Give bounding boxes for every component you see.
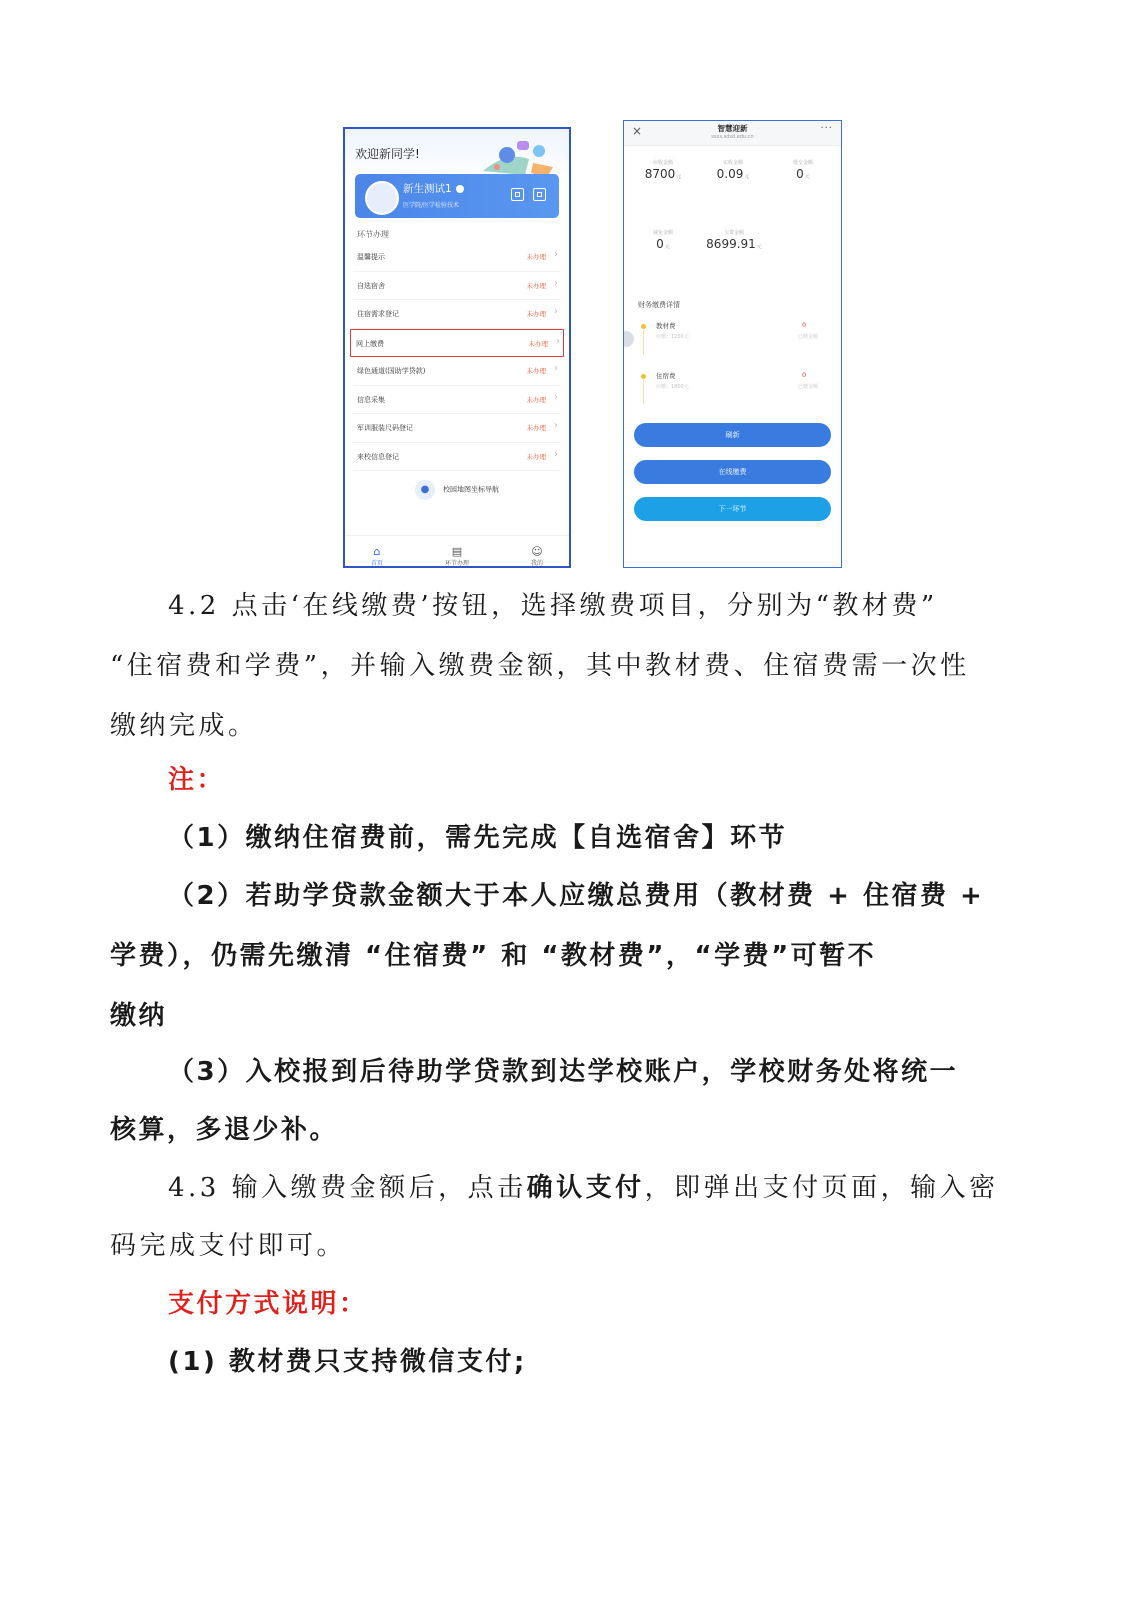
fee-standard: 应缴：1800元 (656, 384, 689, 390)
timeline-line (643, 380, 644, 404)
next-step-button[interactable]: 下一环节 (634, 497, 831, 521)
chevron-right-icon: › (556, 335, 560, 347)
text-line: （2）若助学贷款金额大于本人应缴总费用（教材费 + 住宿费 + (168, 881, 985, 911)
stat-deferred (770, 159, 836, 181)
stat-label: 减免金额 (652, 230, 673, 236)
text-line: 缴纳 (110, 1001, 168, 1031)
verified-icon (456, 185, 464, 193)
payment-method-1: (1) 教材费只支持微信支付; (168, 1347, 527, 1377)
chevron-right-icon: › (554, 391, 558, 403)
bottom-tab-bar (345, 535, 569, 566)
text-line: 缴纳完成。 (110, 711, 258, 741)
stat-unit: 元 (664, 244, 670, 250)
tab-mine[interactable] (507, 546, 567, 566)
list-item[interactable] (353, 414, 561, 443)
campus-map-label: 校园地图坐标导航 (443, 485, 499, 494)
stat-label: 欠费金额 (723, 230, 744, 236)
status-badge: 未办理 (526, 424, 546, 432)
note-3-cont (110, 1100, 1025, 1160)
fee-item-accommodation (638, 369, 830, 405)
note-1: （1）缴纳住宿费前，需先完成【自选宿舍】环节 (168, 823, 788, 853)
list-item-label: 住宿需求登记 (357, 310, 399, 318)
list-item-label: 温馨提示 (357, 253, 385, 261)
list-item[interactable] (353, 386, 561, 415)
text-line: 学费），仍需先缴清 “住宿费” 和 “教材费”，“学费”可暂不 (110, 941, 877, 971)
dot-icon (641, 324, 646, 329)
detail-title: 财务缴费详情 (638, 301, 680, 309)
note-heading: 注： (168, 765, 226, 795)
stat-unit: 元 (804, 174, 810, 180)
qr-code-icon[interactable] (533, 188, 546, 201)
stat-value: 8699.91 (706, 237, 756, 251)
side-float-icon[interactable] (623, 331, 634, 347)
refresh-button[interactable]: 刷新 (634, 423, 831, 447)
stat-owed (694, 229, 774, 251)
stat-value: 0.09 (716, 167, 744, 181)
close-icon[interactable]: × (632, 124, 643, 138)
fee-standard: 应缴：1200元 (656, 334, 689, 340)
note-2 (110, 866, 1025, 926)
list-item[interactable] (353, 443, 561, 472)
screenshot-welcome-page (343, 127, 571, 568)
note-3 (110, 1042, 1025, 1102)
stat-unit: 元 (744, 174, 750, 180)
status-badge: 未办理 (526, 310, 546, 318)
fee-amount: 0 (802, 321, 807, 329)
stat-unit: 元 (676, 174, 682, 180)
list-item[interactable] (353, 300, 561, 329)
screenshot-payment-page (623, 120, 842, 568)
avatar (365, 181, 399, 215)
more-icon[interactable]: ··· (820, 123, 833, 134)
stat-receivable (630, 159, 696, 181)
paragraph-4-3-cont: 码完成支付即可。 (110, 1231, 347, 1261)
timeline-line (643, 330, 644, 354)
fee-name: 教材费 (656, 322, 676, 330)
step-list (345, 243, 569, 471)
chevron-right-icon: › (554, 420, 558, 431)
list-item[interactable] (353, 272, 561, 301)
page-url: ssxs.sdsd.edu.cn (711, 134, 754, 140)
fee-paid-label: 已缴金额 (798, 334, 819, 340)
stat-value: 8700 (644, 167, 676, 181)
student-card[interactable] (355, 174, 559, 218)
stat-label: 缓交金额 (792, 160, 813, 166)
fee-name: 住宿费 (656, 372, 676, 380)
chevron-right-icon: › (554, 249, 558, 260)
list-item-label: 来校信息登记 (357, 452, 399, 461)
paragraph-4-2-cont (110, 636, 1025, 756)
fee-paid-label: 已缴金额 (798, 384, 819, 390)
list-item[interactable] (353, 243, 561, 272)
fee-amount: 0 (802, 371, 807, 379)
list-item-label: 军训服装尺码登记 (357, 424, 413, 432)
map-pin-icon: ● (415, 480, 435, 500)
chevron-right-icon: › (554, 277, 558, 289)
document-icon: ▤ (451, 545, 463, 558)
tab-label: 首页 (370, 560, 383, 566)
list-item-label: 绿色通道(国助学贷款) (357, 367, 426, 375)
chevron-right-icon: › (554, 306, 558, 317)
student-major: 医学院/医学检验技术 (403, 202, 460, 209)
dot-icon (641, 374, 646, 379)
fee-item-textbook (638, 319, 830, 355)
text-line: （3）入校报到后待助学贷款到达学校账户，学校财务处将统一 (168, 1057, 959, 1087)
status-badge: 未办理 (526, 253, 546, 261)
status-badge: 未办理 (526, 395, 546, 404)
section-title: 环节办理 (357, 230, 389, 239)
tab-home[interactable] (347, 546, 407, 566)
page-title: 智慧迎新 (717, 124, 748, 133)
list-item-label: 信息采集 (357, 395, 385, 404)
paragraph-4-2 (110, 576, 1025, 636)
tab-label: 环节办理 (444, 560, 469, 566)
text-line: “住宿费和学费”，并输入缴费金额，其中教材费、住宿费需一次性 (110, 651, 970, 681)
list-item-label: 自选宿舍 (357, 281, 385, 290)
status-badge: 未办理 (526, 452, 546, 461)
text-line: 4.2 点击‘在线缴费’按钮，选择缴费项目，分别为“教材费” (168, 591, 938, 621)
welcome-title: 欢迎新同学! (355, 147, 420, 161)
list-item-online-payment-highlighted[interactable] (350, 329, 564, 358)
user-icon: ☺ (531, 545, 543, 558)
text-line: 核算，多退少补。 (110, 1115, 339, 1145)
status-badge: 未办理 (526, 281, 546, 290)
paragraph-4-3 (110, 1158, 1025, 1218)
welcome-illustration-icon (477, 137, 559, 179)
stat-value: 0 (656, 237, 664, 251)
list-item-label: 网上缴费 (356, 339, 384, 348)
campus-map-link[interactable] (345, 479, 569, 500)
id-card-icon[interactable] (511, 188, 524, 201)
chevron-right-icon: › (554, 363, 558, 374)
list-item[interactable] (353, 357, 561, 386)
student-name: 新生测试1 (403, 183, 452, 195)
tab-steps[interactable] (427, 546, 487, 566)
stat-value: 0 (796, 167, 804, 181)
status-badge: 未办理 (528, 339, 548, 348)
stat-reduction (630, 229, 696, 251)
payment-method-heading: 支付方式说明： (168, 1289, 368, 1319)
tab-label: 我的 (530, 560, 543, 566)
note-2-cont (110, 926, 1025, 1046)
stat-label: 应收金额 (652, 160, 673, 166)
stat-received (700, 159, 766, 181)
text-run: 4.3 输入缴费金额后，点击 (168, 1173, 527, 1203)
pay-online-button[interactable]: 在线缴费 (634, 460, 831, 484)
text-run: ，即弹出支付页面，输入密 (644, 1173, 999, 1203)
browser-top-bar (624, 121, 841, 146)
chevron-right-icon: › (554, 448, 558, 460)
status-badge: 未办理 (526, 367, 546, 375)
stat-label: 实收金额 (722, 160, 743, 166)
home-icon: ⌂ (373, 545, 381, 558)
confirm-payment-emphasis: 确认支付 (526, 1173, 645, 1203)
stat-unit: 元 (756, 244, 762, 250)
